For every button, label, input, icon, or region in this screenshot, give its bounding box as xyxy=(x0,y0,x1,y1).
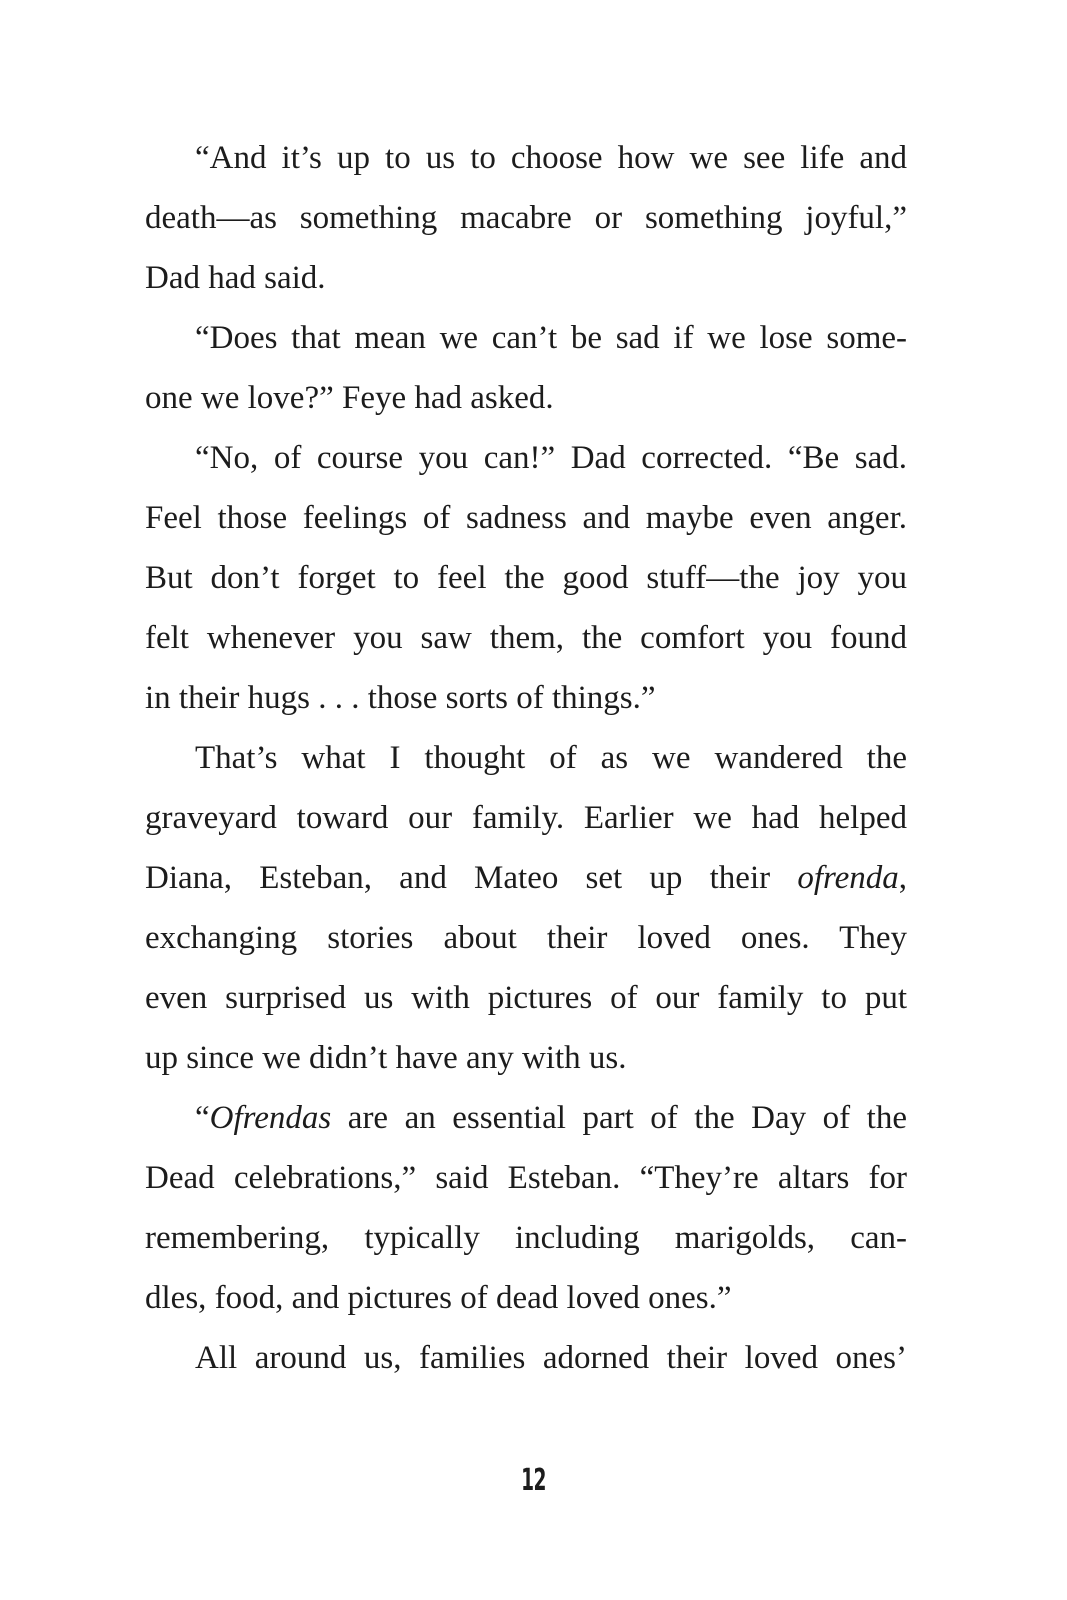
text-line: graveyard toward our family. Earlier we had helped xyxy=(145,800,907,836)
text-line: felt whenever you saw them, the comfort you found xyxy=(145,620,907,656)
text-line: Feel those feelings of sadness and maybe even anger. xyxy=(145,500,907,536)
text-line: “Does that mean we can’t be sad if we lose some- xyxy=(195,320,907,356)
text-segment: “ xyxy=(195,1100,210,1136)
text-line: “And it’s up to us to choose how we see life and xyxy=(195,140,907,176)
text-line: death—as something macabre or something joyful,” xyxy=(145,200,907,236)
text-line: dles, food, and pictures of dead loved ones.” xyxy=(145,1280,732,1316)
text-line: up since we didn’t have any with us. xyxy=(145,1040,627,1076)
italic-word: ofrenda xyxy=(797,860,899,896)
text-line: even surprised us with pictures of our family to put xyxy=(145,980,907,1016)
text-line: All around us, families adorned their loved ones’ xyxy=(195,1340,907,1376)
text-line xyxy=(145,1088,907,1148)
text-line: Dead celebrations,” said Esteban. “They’re altars for xyxy=(145,1160,907,1196)
text-line: remembering, typically including marigolds, can- xyxy=(145,1220,907,1256)
text-segment: Diana, Esteban, and Mateo set up their xyxy=(145,860,798,896)
text-line xyxy=(145,848,907,908)
body-text xyxy=(145,128,907,1388)
page-number: 12 xyxy=(521,1463,546,1498)
text-line: But don’t forget to feel the good stuff—the joy you xyxy=(145,560,907,596)
text-segment: , xyxy=(898,860,907,896)
text-line: exchanging stories about their loved ones. They xyxy=(145,920,907,956)
text-segment: are an essential part of the Day of the xyxy=(331,1100,907,1136)
text-line: Dad had said. xyxy=(145,260,326,296)
text-line: That’s what I thought of as we wandered the xyxy=(195,740,907,776)
text-line: “No, of course you can!” Dad corrected. “Be sad. xyxy=(195,440,907,476)
text-line: one we love?” Feye had asked. xyxy=(145,380,554,416)
text-line: in their hugs . . . those sorts of things.” xyxy=(145,680,656,716)
italic-word: Ofrendas xyxy=(209,1100,332,1136)
